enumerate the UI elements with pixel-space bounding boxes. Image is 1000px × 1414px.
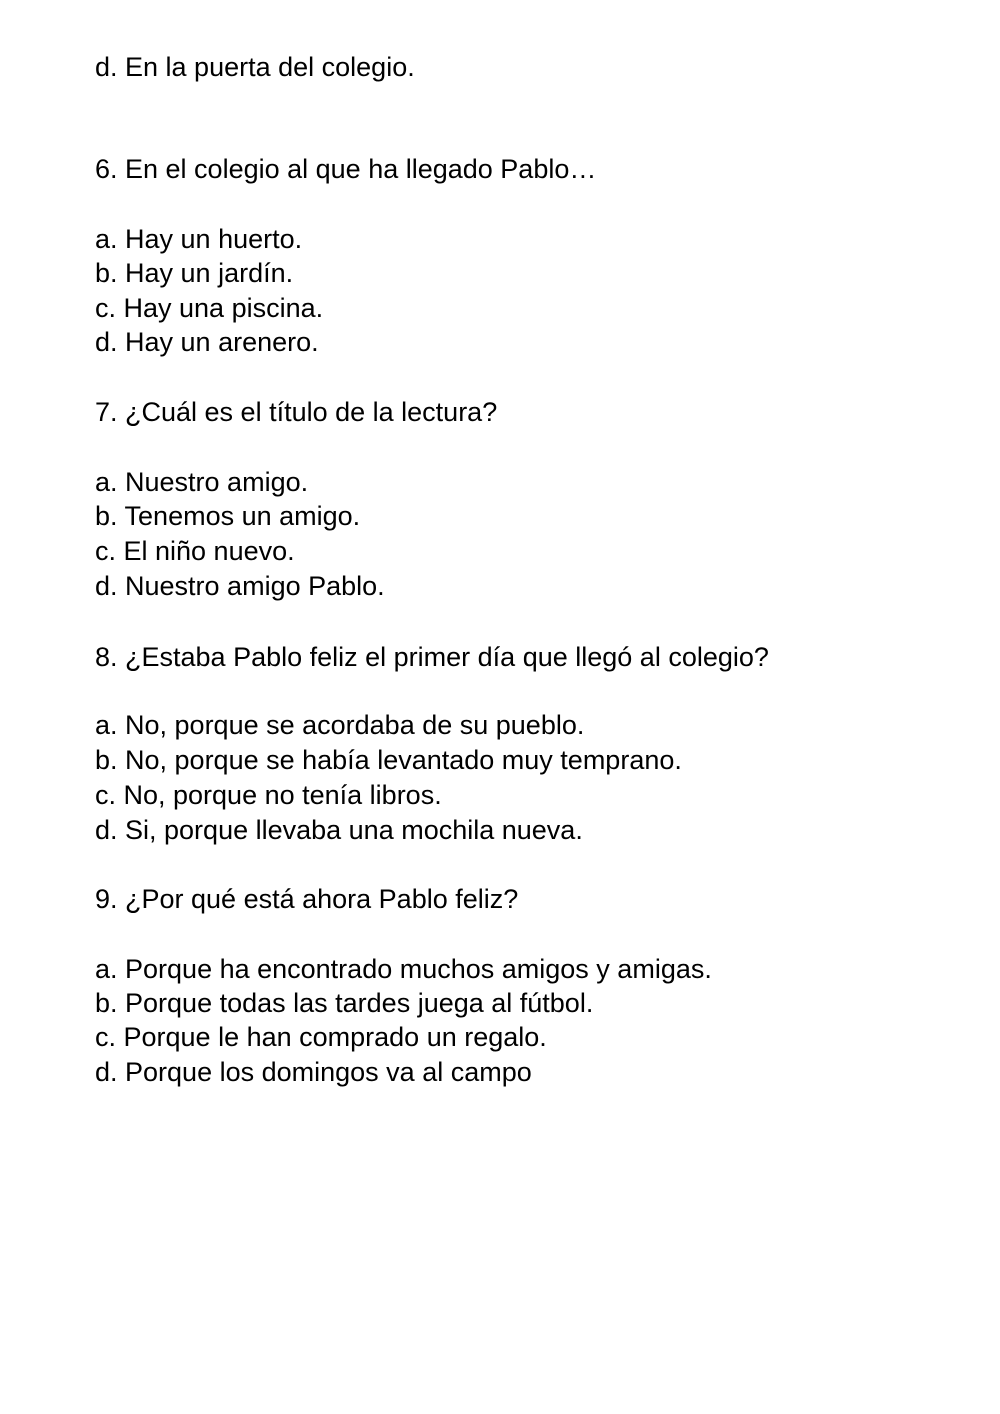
- question-7-option-b: b. Tenemos un amigo.: [95, 501, 361, 531]
- question-6-option-c: c. Hay una piscina.: [95, 293, 324, 323]
- question-8-option-a: a. No, porque se acordaba de su pueblo.: [95, 710, 585, 740]
- question-7-prompt: 7. ¿Cuál es el título de la lectura?: [95, 397, 498, 427]
- question-6-option-a: a. Hay un huerto.: [95, 224, 303, 254]
- question-8-prompt: 8. ¿Estaba Pablo feliz el primer día que llegó al colegio?: [95, 642, 769, 672]
- question-6-option-d: d. Hay un arenero.: [95, 327, 319, 357]
- question-8-option-b: b. No, porque se había levantado muy temprano.: [95, 745, 682, 775]
- question-7-option-c: c. El niño nuevo.: [95, 536, 295, 566]
- prev-option-d: d. En la puerta del colegio.: [95, 52, 415, 82]
- question-9-prompt: 9. ¿Por qué está ahora Pablo feliz?: [95, 884, 519, 914]
- question-6-prompt: 6. En el colegio al que ha llegado Pablo…: [95, 154, 597, 184]
- question-9-option-c: c. Porque le han comprado un regalo.: [95, 1022, 547, 1052]
- question-7-option-a: a. Nuestro amigo.: [95, 467, 309, 497]
- question-8-option-d: d. Si, porque llevaba una mochila nueva.: [95, 815, 583, 845]
- question-9-option-d: d. Porque los domingos va al campo: [95, 1057, 532, 1087]
- question-7-option-d: d. Nuestro amigo Pablo.: [95, 571, 385, 601]
- question-9-option-a: a. Porque ha encontrado muchos amigos y amigas.: [95, 954, 712, 984]
- question-8-option-c: c. No, porque no tenía libros.: [95, 780, 442, 810]
- question-9-option-b: b. Porque todas las tardes juega al fútbol.: [95, 988, 594, 1018]
- question-6-option-b: b. Hay un jardín.: [95, 258, 294, 288]
